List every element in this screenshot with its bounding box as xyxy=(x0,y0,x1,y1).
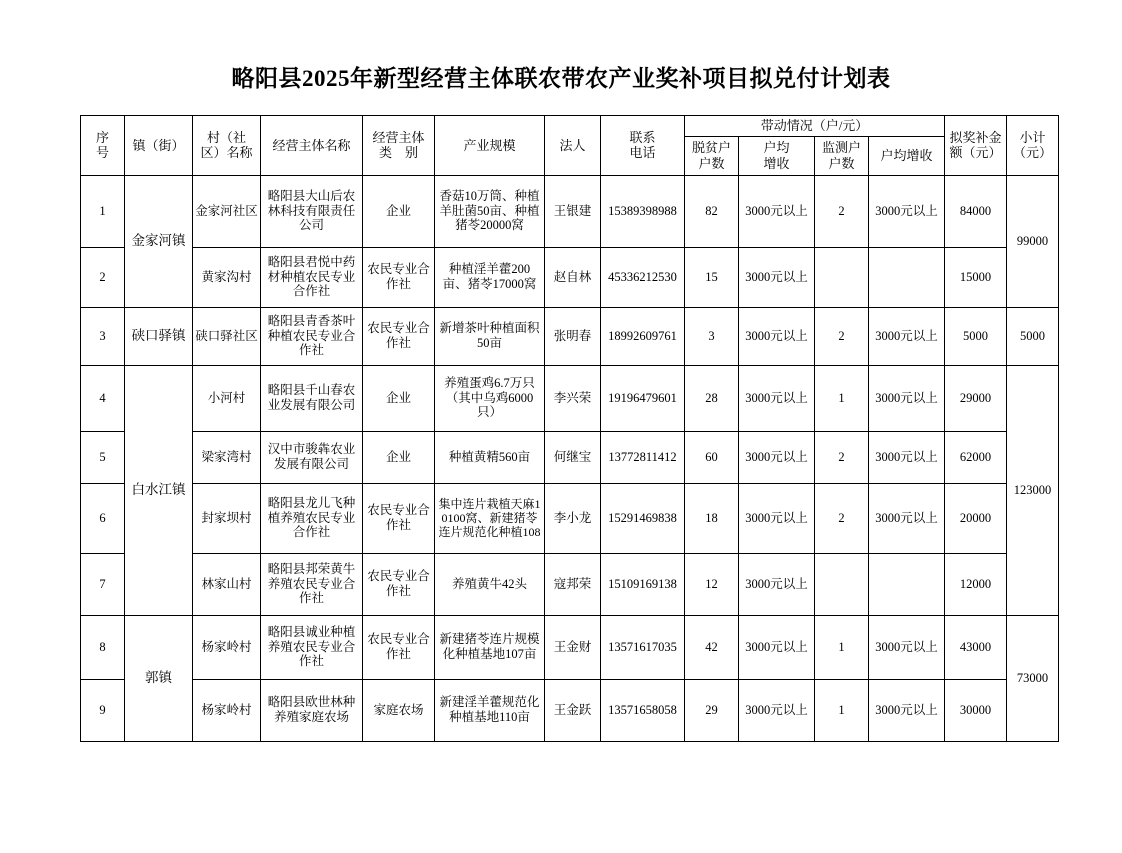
col-header-subtotal-line1: 小计 xyxy=(1019,129,1046,145)
cell-poor-income: 3000元以上 xyxy=(739,615,815,679)
cell-subtotal: 123000 xyxy=(1007,365,1059,615)
cell-village: 小河村 xyxy=(193,365,261,431)
cell-monitor-households: 1 xyxy=(815,679,869,741)
cell-entity-type: 农民专业合作社 xyxy=(363,247,435,307)
cell-monitor-households xyxy=(815,553,869,615)
col-header-poor-income xyxy=(739,136,815,175)
cell-village: 杨家岭村 xyxy=(193,615,261,679)
col-header-subsidy-line2: 额（元） xyxy=(949,145,1002,161)
cell-subsidy: 30000 xyxy=(945,679,1007,741)
cell-monitor-income: 3000元以上 xyxy=(869,615,945,679)
cell-entity-type: 企业 xyxy=(363,431,435,483)
cell-industry-scale: 新建猪苓连片规模化种植基地107亩 xyxy=(435,615,545,679)
col-header-industry-scale: 产业规模 xyxy=(435,116,545,176)
cell-village: 金家河社区 xyxy=(193,175,261,247)
cell-entity-type: 农民专业合作社 xyxy=(363,615,435,679)
cell-monitor-households: 2 xyxy=(815,483,869,553)
cell-monitor-households: 1 xyxy=(815,615,869,679)
col-header-village-line1: 村（社 xyxy=(206,129,246,145)
col-header-legal-person: 法人 xyxy=(545,116,601,176)
cell-seq: 4 xyxy=(81,365,125,431)
col-header-village-line2: 区）名称 xyxy=(200,145,253,161)
table-row xyxy=(81,247,1059,307)
table-row xyxy=(81,431,1059,483)
cell-monitor-income: 3000元以上 xyxy=(869,431,945,483)
cell-subsidy: 84000 xyxy=(945,175,1007,247)
cell-seq: 1 xyxy=(81,175,125,247)
cell-poor-households: 28 xyxy=(685,365,739,431)
cell-subsidy: 43000 xyxy=(945,615,1007,679)
col-header-poor-households-line2: 户数 xyxy=(698,155,725,171)
cell-legal-person: 王金跃 xyxy=(545,679,601,741)
cell-subsidy: 12000 xyxy=(945,553,1007,615)
cell-industry-scale: 种植淫羊藿200亩、猪苓17000窝 xyxy=(435,247,545,307)
cell-entity-name: 汉中市骏犇农业发展有限公司 xyxy=(261,431,363,483)
cell-phone: 15291469838 xyxy=(601,483,685,553)
col-header-poor-households-line1: 脱贫户 xyxy=(691,140,731,155)
col-header-subtotal-line2: （元） xyxy=(1012,145,1052,161)
page-title: 略阳县2025年新型经营主体联农带农产业奖补项目拟兑付计划表 xyxy=(231,66,891,91)
cell-town: 郭镇 xyxy=(125,615,193,741)
subsidy-plan-table xyxy=(80,115,1059,742)
cell-seq: 7 xyxy=(81,553,125,615)
cell-seq: 5 xyxy=(81,431,125,483)
cell-legal-person: 何继宝 xyxy=(545,431,601,483)
cell-village: 梁家湾村 xyxy=(193,431,261,483)
cell-entity-type: 农民专业合作社 xyxy=(363,307,435,365)
cell-entity-name: 略阳县龙儿飞种植养殖农民专业合作社 xyxy=(261,483,363,553)
cell-seq: 6 xyxy=(81,483,125,553)
table-row xyxy=(81,553,1059,615)
cell-subtotal: 5000 xyxy=(1007,307,1059,365)
cell-monitor-households: 2 xyxy=(815,307,869,365)
cell-entity-name: 略阳县欧世林种养殖家庭农场 xyxy=(261,679,363,741)
cell-poor-households: 29 xyxy=(685,679,739,741)
col-header-entity-name: 经营主体名称 xyxy=(261,116,363,176)
cell-subsidy: 29000 xyxy=(945,365,1007,431)
col-header-phone xyxy=(601,116,685,176)
cell-monitor-households: 2 xyxy=(815,431,869,483)
table-container xyxy=(80,115,1052,742)
cell-poor-households: 42 xyxy=(685,615,739,679)
cell-monitor-income: 3000元以上 xyxy=(869,175,945,247)
cell-phone: 45336212530 xyxy=(601,247,685,307)
col-header-subtotal xyxy=(1007,116,1059,176)
col-header-poor-income-line2: 增收 xyxy=(763,155,790,171)
cell-subtotal: 73000 xyxy=(1007,615,1059,741)
table-row xyxy=(81,175,1059,247)
cell-legal-person: 张明春 xyxy=(545,307,601,365)
cell-entity-name: 略阳县君悦中药材种植农民专业合作社 xyxy=(261,247,363,307)
col-header-subsidy xyxy=(945,116,1007,176)
table-row xyxy=(81,365,1059,431)
cell-phone: 18992609761 xyxy=(601,307,685,365)
col-header-seq-line2: 号 xyxy=(95,145,109,161)
col-header-subsidy-line1: 拟奖补金 xyxy=(949,129,1002,145)
cell-monitor-income: 3000元以上 xyxy=(869,483,945,553)
col-header-entity-type-line2: 类 别 xyxy=(378,145,418,161)
cell-phone: 15109169138 xyxy=(601,553,685,615)
cell-poor-income: 3000元以上 xyxy=(739,553,815,615)
cell-village: 硖口驿社区 xyxy=(193,307,261,365)
table-row xyxy=(81,615,1059,679)
cell-poor-households: 82 xyxy=(685,175,739,247)
cell-industry-scale: 养殖黄牛42头 xyxy=(435,553,545,615)
cell-poor-households: 15 xyxy=(685,247,739,307)
cell-seq: 9 xyxy=(81,679,125,741)
cell-monitor-income xyxy=(869,247,945,307)
cell-legal-person: 寇邦荣 xyxy=(545,553,601,615)
cell-poor-income: 3000元以上 xyxy=(739,175,815,247)
col-header-monitor-income: 户均增收 xyxy=(869,136,945,175)
cell-entity-type: 家庭农场 xyxy=(363,679,435,741)
cell-town: 金家河镇 xyxy=(125,175,193,307)
cell-phone: 13571658058 xyxy=(601,679,685,741)
cell-subsidy: 15000 xyxy=(945,247,1007,307)
cell-village: 封家坝村 xyxy=(193,483,261,553)
cell-legal-person: 李兴荣 xyxy=(545,365,601,431)
col-header-entity-type-line1: 经营主体 xyxy=(372,129,425,145)
cell-monitor-income: 3000元以上 xyxy=(869,307,945,365)
cell-monitor-households xyxy=(815,247,869,307)
document-page xyxy=(0,60,1122,853)
cell-phone: 15389398988 xyxy=(601,175,685,247)
table-head xyxy=(81,116,1059,176)
cell-village: 林家山村 xyxy=(193,553,261,615)
col-header-drive-group: 带动情况（户/元） xyxy=(685,116,945,137)
cell-poor-income: 3000元以上 xyxy=(739,307,815,365)
cell-industry-scale: 新建淫羊藿规范化种植基地110亩 xyxy=(435,679,545,741)
cell-legal-person: 王金财 xyxy=(545,615,601,679)
cell-monitor-income xyxy=(869,553,945,615)
cell-village: 杨家岭村 xyxy=(193,679,261,741)
cell-entity-name: 略阳县大山后农林科技有限责任公司 xyxy=(261,175,363,247)
col-header-monitor-households xyxy=(815,136,869,175)
cell-industry-scale: 种植黄精560亩 xyxy=(435,431,545,483)
col-header-entity-type xyxy=(363,116,435,176)
cell-poor-income: 3000元以上 xyxy=(739,679,815,741)
cell-poor-income: 3000元以上 xyxy=(739,431,815,483)
table-row xyxy=(81,679,1059,741)
cell-entity-type: 企业 xyxy=(363,175,435,247)
col-header-monitor-households-line2: 户数 xyxy=(828,155,855,171)
cell-phone: 19196479601 xyxy=(601,365,685,431)
table-body xyxy=(81,175,1059,741)
cell-subsidy: 20000 xyxy=(945,483,1007,553)
col-header-poor-income-line1: 户均 xyxy=(763,140,790,155)
cell-poor-households: 60 xyxy=(685,431,739,483)
cell-subsidy: 62000 xyxy=(945,431,1007,483)
table-row xyxy=(81,307,1059,365)
table-row xyxy=(81,483,1059,553)
cell-entity-type: 农民专业合作社 xyxy=(363,553,435,615)
cell-entity-name: 略阳县邦荣黄牛养殖农民专业合作社 xyxy=(261,553,363,615)
cell-monitor-households: 1 xyxy=(815,365,869,431)
cell-town: 白水江镇 xyxy=(125,365,193,615)
header-row-1 xyxy=(81,116,1059,137)
cell-monitor-income: 3000元以上 xyxy=(869,679,945,741)
cell-subsidy: 5000 xyxy=(945,307,1007,365)
cell-town: 硖口驿镇 xyxy=(125,307,193,365)
cell-entity-name: 略阳县千山春农业发展有限公司 xyxy=(261,365,363,431)
cell-industry-scale: 香菇10万筒、种植羊肚菌50亩、种植猪苓20000窝 xyxy=(435,175,545,247)
cell-industry-scale: 新增茶叶种植面积50亩 xyxy=(435,307,545,365)
cell-entity-type: 企业 xyxy=(363,365,435,431)
col-header-poor-households xyxy=(685,136,739,175)
cell-poor-households: 18 xyxy=(685,483,739,553)
col-header-village xyxy=(193,116,261,176)
cell-poor-income: 3000元以上 xyxy=(739,365,815,431)
cell-industry-scale: 集中连片栽植天麻10100窝、新建猪苓连片规范化种植108 xyxy=(435,483,545,553)
cell-monitor-income: 3000元以上 xyxy=(869,365,945,431)
cell-poor-households: 3 xyxy=(685,307,739,365)
cell-poor-households: 12 xyxy=(685,553,739,615)
cell-phone: 13571617035 xyxy=(601,615,685,679)
cell-monitor-households: 2 xyxy=(815,175,869,247)
cell-entity-name: 略阳县诚业种植养殖农民专业合作社 xyxy=(261,615,363,679)
cell-seq: 8 xyxy=(81,615,125,679)
col-header-seq-line1: 序 xyxy=(95,129,109,145)
cell-poor-income: 3000元以上 xyxy=(739,483,815,553)
col-header-seq xyxy=(81,116,125,176)
cell-entity-type: 农民专业合作社 xyxy=(363,483,435,553)
col-header-town: 镇（街） xyxy=(125,116,193,176)
col-header-monitor-households-line1: 监测户 xyxy=(821,140,861,155)
cell-seq: 2 xyxy=(81,247,125,307)
col-header-phone-line2: 电话 xyxy=(629,145,656,161)
col-header-phone-line1: 联系 xyxy=(629,129,656,145)
cell-phone: 13772811412 xyxy=(601,431,685,483)
cell-seq: 3 xyxy=(81,307,125,365)
cell-subtotal: 99000 xyxy=(1007,175,1059,307)
cell-poor-income: 3000元以上 xyxy=(739,247,815,307)
cell-legal-person: 赵自林 xyxy=(545,247,601,307)
cell-legal-person: 李小龙 xyxy=(545,483,601,553)
cell-entity-name: 略阳县青香茶叶种植农民专业合作社 xyxy=(261,307,363,365)
cell-industry-scale: 养殖蛋鸡6.7万只（其中乌鸡6000只） xyxy=(435,365,545,431)
cell-village: 黄家沟村 xyxy=(193,247,261,307)
cell-legal-person: 王银建 xyxy=(545,175,601,247)
